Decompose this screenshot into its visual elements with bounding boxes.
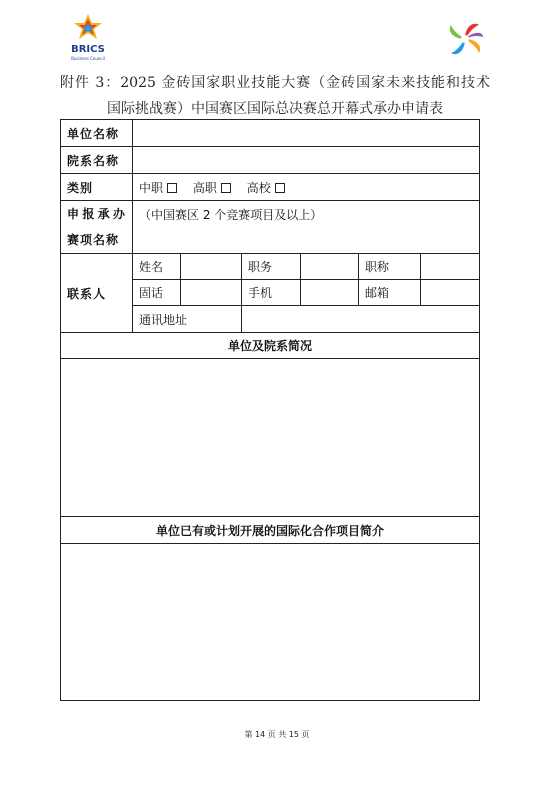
- apply-event-field[interactable]: [133, 201, 480, 254]
- application-form-table: [60, 119, 480, 701]
- pinwheel-icon: [443, 17, 487, 61]
- contact-position-field[interactable]: [301, 254, 359, 280]
- title-line-1: 附件 3：2025 金砖国家职业技能大赛（金砖国家未来技能和技术: [60, 75, 490, 91]
- contact-email-field[interactable]: [421, 280, 480, 306]
- document-title: [60, 70, 490, 122]
- contact-address-field[interactable]: [242, 306, 480, 333]
- checkbox-university[interactable]: [275, 183, 285, 193]
- contact-title-field[interactable]: [421, 254, 480, 280]
- section1-title: 单位及院系简况: [61, 333, 480, 359]
- row-section1-header: [61, 333, 480, 359]
- brics-logo-subtext: Business Council: [71, 56, 105, 61]
- category-option-label: 高职: [192, 180, 217, 195]
- brics-star-icon: [66, 12, 110, 64]
- checkbox-vocational-higher[interactable]: [221, 183, 231, 193]
- dept-name-label: 院系名称: [61, 147, 133, 174]
- dept-name-field[interactable]: [133, 147, 480, 174]
- apply-event-label: [61, 201, 133, 254]
- pinwheel-logo: [443, 17, 487, 61]
- contact-label: 联系人: [61, 254, 133, 333]
- row-dept-name: [61, 147, 480, 174]
- page-footer: 第 14 页 共 15 页: [244, 730, 310, 739]
- row-apply-event: [61, 201, 480, 254]
- brics-logo: [66, 12, 110, 64]
- section2-field[interactable]: [61, 544, 480, 701]
- row-section2-header: [61, 517, 480, 544]
- row-section1-body: [61, 359, 480, 517]
- category-label: 类别: [61, 174, 133, 201]
- apply-event-hint: （中国赛区 2 个竞赛项目及以上）: [139, 208, 323, 222]
- section1-field[interactable]: [61, 359, 480, 517]
- brics-logo-text: BRICS: [71, 44, 105, 55]
- row-section2-body: [61, 544, 480, 701]
- contact-address-label: 通讯地址: [133, 306, 242, 333]
- contact-name-label: 姓名: [133, 254, 181, 280]
- row-contact-1: [61, 254, 480, 280]
- apply-label-line-2: 赛项名称: [67, 233, 120, 247]
- contact-mobile-label: 手机: [242, 280, 301, 306]
- category-option-label: 中职: [139, 180, 164, 195]
- category-option-label: 高校: [246, 180, 271, 195]
- row-category: [61, 174, 480, 201]
- contact-email-label: 邮箱: [359, 280, 421, 306]
- row-unit-name: [61, 120, 480, 147]
- contact-name-field[interactable]: [181, 254, 242, 280]
- title-line-2: 国际挑战赛）中国赛区国际总决赛总开幕式承办申请表: [107, 101, 443, 117]
- section2-title: 单位已有或计划开展的国际化合作项目简介: [61, 517, 480, 544]
- contact-mobile-field[interactable]: [301, 280, 359, 306]
- apply-label-line-1: 申报承办: [67, 207, 126, 221]
- contact-phone-label: 固话: [133, 280, 181, 306]
- category-options: [133, 174, 480, 201]
- checkbox-vocational-secondary[interactable]: [167, 183, 177, 193]
- unit-name-label: 单位名称: [61, 120, 133, 147]
- contact-phone-field[interactable]: [181, 280, 242, 306]
- unit-name-field[interactable]: [133, 120, 480, 147]
- contact-title-label: 职称: [359, 254, 421, 280]
- contact-position-label: 职务: [242, 254, 301, 280]
